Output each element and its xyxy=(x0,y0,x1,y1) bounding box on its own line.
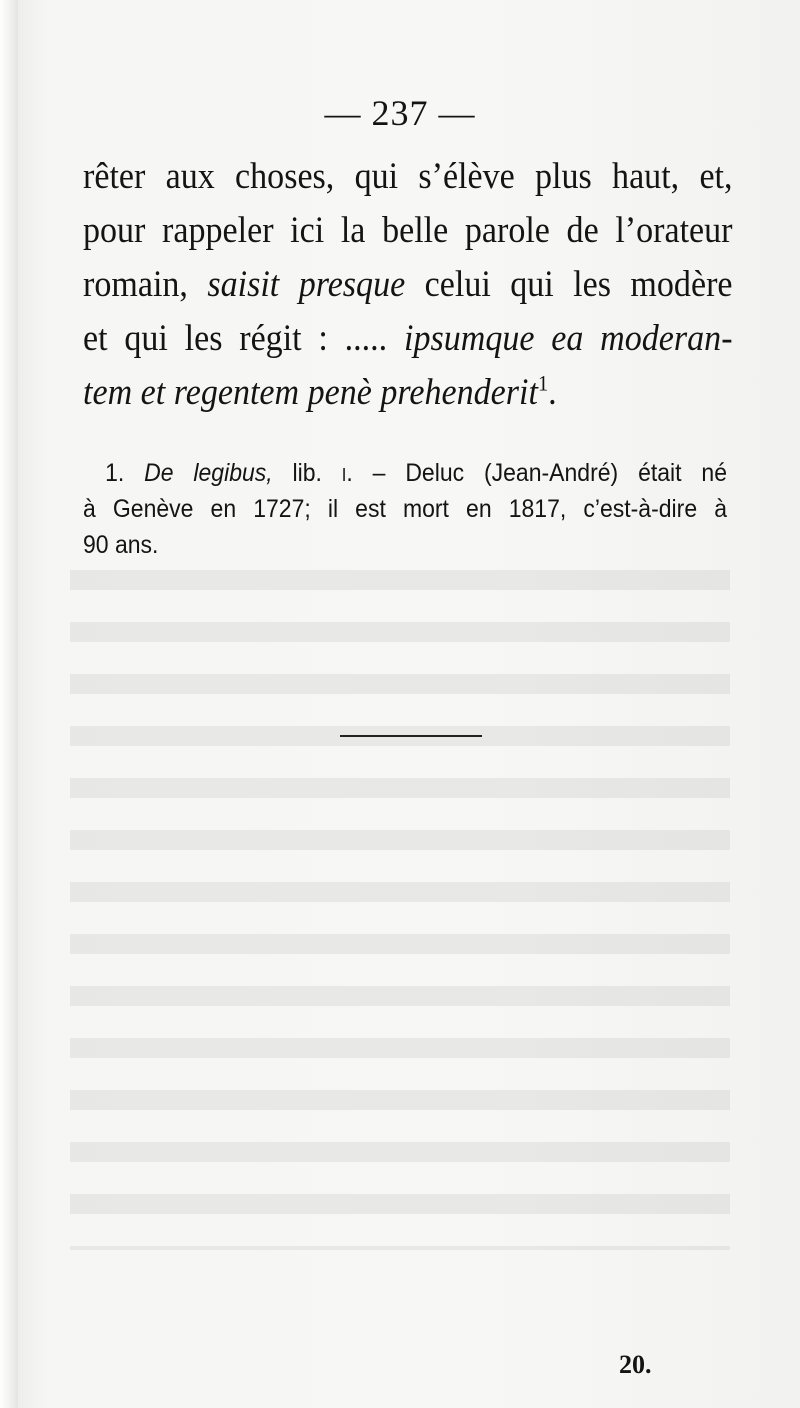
latin-quote: ipsumque ea moderan- xyxy=(403,318,733,359)
section-divider xyxy=(340,735,482,737)
text-line: romain, saisit presque celui qui les modère xyxy=(83,264,733,305)
page-number: — 237 — xyxy=(324,93,476,133)
text-line: tem et regentem penè prehenderit$^1$. xyxy=(83,370,557,413)
footnote xyxy=(83,455,727,563)
footnote-line: 1. De legibus, lib. i. – Deluc (Jean-André) était né xyxy=(105,459,727,487)
text-line: pour rappeler ici la belle parole de l’orateur xyxy=(83,210,733,251)
latin-quote: tem et regentem penè prehenderit xyxy=(83,372,538,413)
footnote-reference: 1 xyxy=(537,370,549,396)
text-line: rêter aux choses, qui s’élève plus haut, et, xyxy=(83,156,733,197)
footnote-line: à Genève en 1727; il est mort en 1817, c’est-à-dire à xyxy=(83,495,727,523)
footnote-line: 90 ans. xyxy=(83,531,159,559)
main-paragraph xyxy=(83,150,733,420)
italic-phrase: saisit presque xyxy=(207,264,406,305)
footnote-marker: 1. xyxy=(105,459,145,487)
page-binding-edge xyxy=(0,0,18,1408)
text-line: et qui les régit : ..... ipsumque ea moderan- xyxy=(83,318,733,359)
bleed-through-text xyxy=(70,570,730,1250)
work-title: De legibus, xyxy=(144,459,273,487)
signature-mark: 20. xyxy=(619,1350,652,1379)
